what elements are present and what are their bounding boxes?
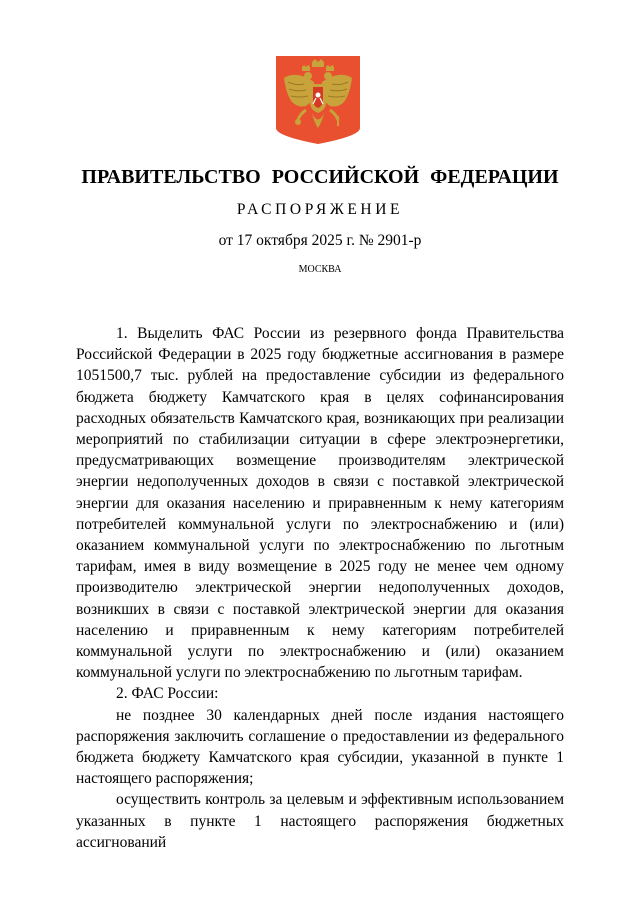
document-type: РАСПОРЯЖЕНИЕ: [236, 201, 404, 218]
paragraph-3: не позднее 30 календарных дней после издания настоящего распоряжения заключить соглашение о предоставлении из федерального бюджета бюджету Камчатского края субсидии, указанной в пункте 1 настоящего распоряжения;: [76, 706, 564, 788]
paragraph-1: 1. Выделить ФАС России из резервного фонда Правительства Российской Федерации в 2025 году бюджетные ассигнования в размере 1051500,7 тыс. рублей на предоставление субсидии из федерального бюджета бюджету Камчатского края в целях софинансирования расходных обязательств Камчатского края, возникающих при реализации мероприятий по стабилизации ситуации в сфере электроэнергетики, предусматривающих возмещение производителям электрической энергии недополученных доходов в связи с поставкой электрической энергии для оказания населению и приравненным к нему категориям потребителей коммунальной услуги по электроснабжению и (или) оказанием коммунальной услуги по электроснабжению по льготным тарифам, имея в виду возмещение в 2025 году не менее чем одному производителю электрической энергии недополученных доходов, возникших в связи с поставкой электрической энергии для оказания населению и приравненным к нему категориям потребителей коммунальной услуги по электроснабжению и (или) оказанием коммунальной услуги по электроснабжению по льготным тарифам.: [76, 325, 564, 682]
coat-of-arms-emblem: [276, 56, 360, 144]
date-and-number: от 17 октября 2025 г. № 2901-р: [218, 232, 422, 249]
paragraph-2: 2. ФАС России:: [116, 685, 219, 703]
paragraph-4: осуществить контроль за целевым и эффективным использованием указанных в пункте 1 настоящего распоряжения бюджетных ассигнований: [76, 791, 564, 851]
government-title: ПРАВИТЕЛЬСТВО РОССИЙСКОЙ ФЕДЕРАЦИИ: [81, 166, 559, 188]
city-name: МОСКВА: [298, 264, 342, 275]
document-body: [76, 323, 564, 853]
